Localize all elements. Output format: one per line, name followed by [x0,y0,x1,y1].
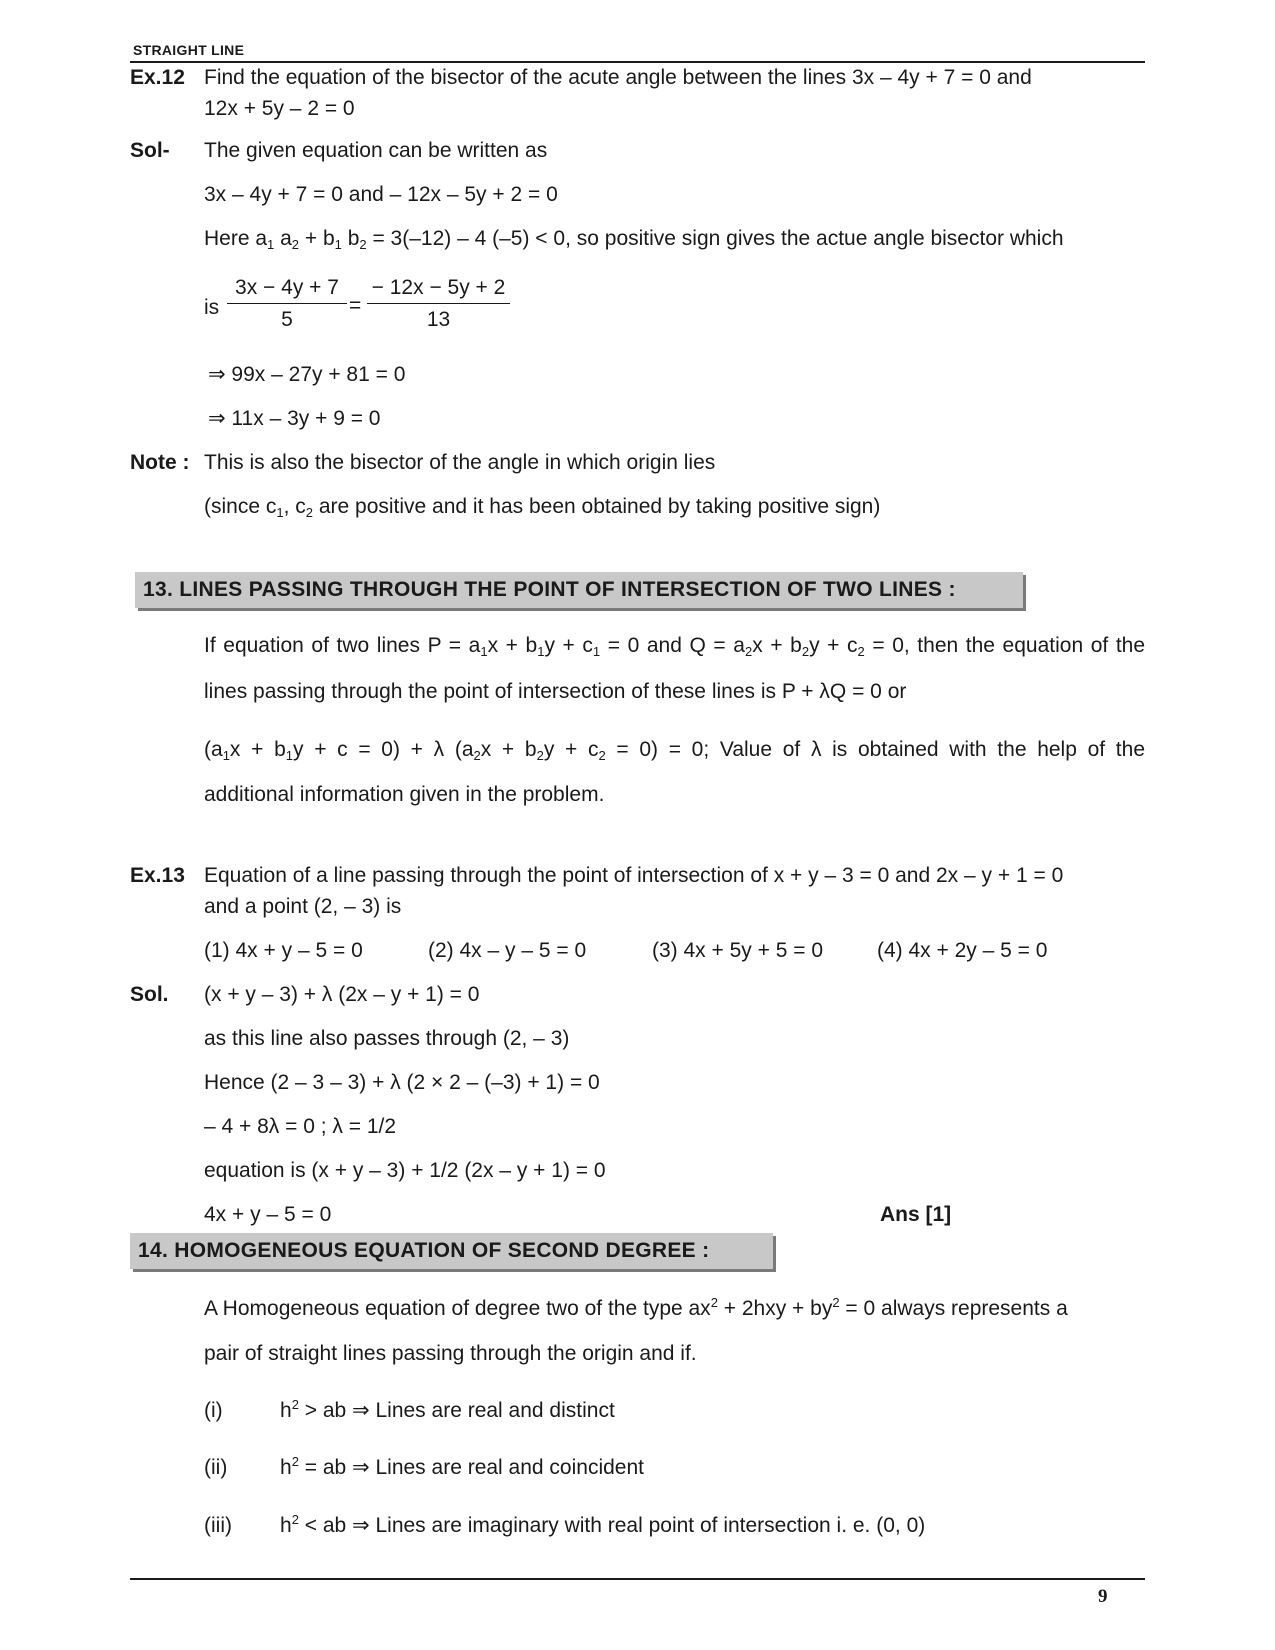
sec14-para-line1: A Homogeneous equation of degree two of the type $ax^2 + 2hxy + by^2 = 0$ always represents a [204,1295,1068,1320]
ex12-sol-line2: 3x – 4y + 7 = 0 and – 12x – 5y + 2 = 0 [204,183,558,206]
ex13-label: Ex.13 [130,864,185,887]
ex12-question-line2: 12x + 5y – 2 = 0 [204,97,355,120]
ex12-implies-line2: ⇒ 11x – 3y + 9 = 0 [208,407,381,430]
ex13-sol-label: Sol. [130,983,169,1006]
ex13-option-3: (3) 4x + 5y + 5 = 0 [652,939,824,962]
sec13-para-line4: additional information given in the problem. [204,783,605,806]
case-text: $h^2$ > ab ⇒ Lines are real and distinct [280,1397,615,1422]
section-13-heading: 13. LINES PASSING THROUGH THE POINT OF INTERSECTION OF TWO LINES : [135,572,1023,608]
page-number: 9 [1098,1586,1108,1607]
fraction-right-numerator: − 12x − 5y + 2 [367,276,510,304]
ex13-sol-line5: equation is (x + y – 3) + 1/2 (2x – y + 1) = 0 [204,1159,606,1182]
equals-sign: = [349,294,362,317]
ex13-option-4: (4) 4x + 2y – 5 = 0 [877,939,1048,962]
ex13-option-2: (2) 4x – y – 5 = 0 [428,939,587,962]
is-word: is [204,296,220,319]
sec13-para-line1: If equation of two lines $P = a_1x + b_1y + c_1 = 0$ and $Q = a_2x + b_2y + c_2 = 0$, then the equation of the [204,634,1146,659]
sec13-para-line2: lines passing through the point of intersection of these lines is P + λQ = 0 or [204,680,907,703]
ex13-answer: Ans [1] [880,1203,952,1226]
footer-rule [130,1578,1145,1580]
case-text: $h^2$ = ab ⇒ Lines are real and coincident [280,1454,644,1479]
case-number: (i) [204,1399,223,1422]
ex12-sol-label: Sol- [130,139,170,162]
ex13-question-line1: Equation of a line passing through the point of intersection of x + y – 3 = 0 and 2x – y + 1 = 0 [204,864,1064,887]
ex12-label: Ex.12 [130,66,185,89]
case-number: (ii) [204,1456,228,1479]
fraction-left-denominator: 5 [281,308,293,331]
ex12-sol-line1: The given equation can be written as [204,139,548,162]
note-line2: (since $c_1$, $c_2$ are positive and it has been obtained by taking positive sign) [204,495,881,520]
ex13-sol-line3: Hence (2 – 3 – 3) + λ (2 × 2 – (–3) + 1) = 0 [204,1071,600,1094]
ex13-question-line2: and a point (2, – 3) is [204,895,402,918]
ex12-sol-line3: Here $a_1$ $a_2 + b_1$ $b_2 = 3(-12) - 4$ (–5) < 0, so positive sign gives the actue angle bisector which [204,227,1064,252]
note-line1: This is also the bisector of the angle in which origin lies [204,451,716,474]
running-head: STRAIGHT LINE [133,42,245,58]
ex13-sol-line1: (x + y – 3) + λ (2x – y + 1) = 0 [204,983,480,1006]
fraction-right-denominator: 13 [426,308,451,331]
fraction-left-numerator: 3x − 4y + 7 [227,276,347,304]
ex13-option-1: (1) 4x + y – 5 = 0 [204,939,363,962]
sec13-para-line3: $(a_1x + b_1y + c = 0) + \lambda$ $(a_2x + b_2y + c_2 = 0) = 0$; Value of λ is obtained with the help of the [204,738,1145,763]
note-label: Note : [130,451,190,474]
ex13-sol-line6: 4x + y – 5 = 0 [204,1203,332,1226]
ex12-implies-line1: ⇒ 99x – 27y + 81 = 0 [208,363,406,386]
fraction-left [227,276,347,332]
ex13-sol-line4: – 4 + 8λ = 0 ; λ = 1/2 [204,1115,397,1138]
ex13-sol-line2: as this line also passes through (2, – 3) [204,1027,570,1050]
fraction-right [367,276,510,332]
case-text: $h^2$ < ab ⇒ Lines are imaginary with real point of intersection i. e. (0, 0) [280,1512,926,1537]
case-number: (iii) [204,1514,232,1537]
ex12-question-line1: Find the equation of the bisector of the acute angle between the lines 3x – 4y + 7 = 0 and [204,66,1032,89]
sec14-para-line2: pair of straight lines passing through the origin and if. [204,1342,697,1365]
header-rule [130,61,1145,63]
section-14-heading: 14. HOMOGENEOUS EQUATION OF SECOND DEGREE : [130,1233,773,1269]
